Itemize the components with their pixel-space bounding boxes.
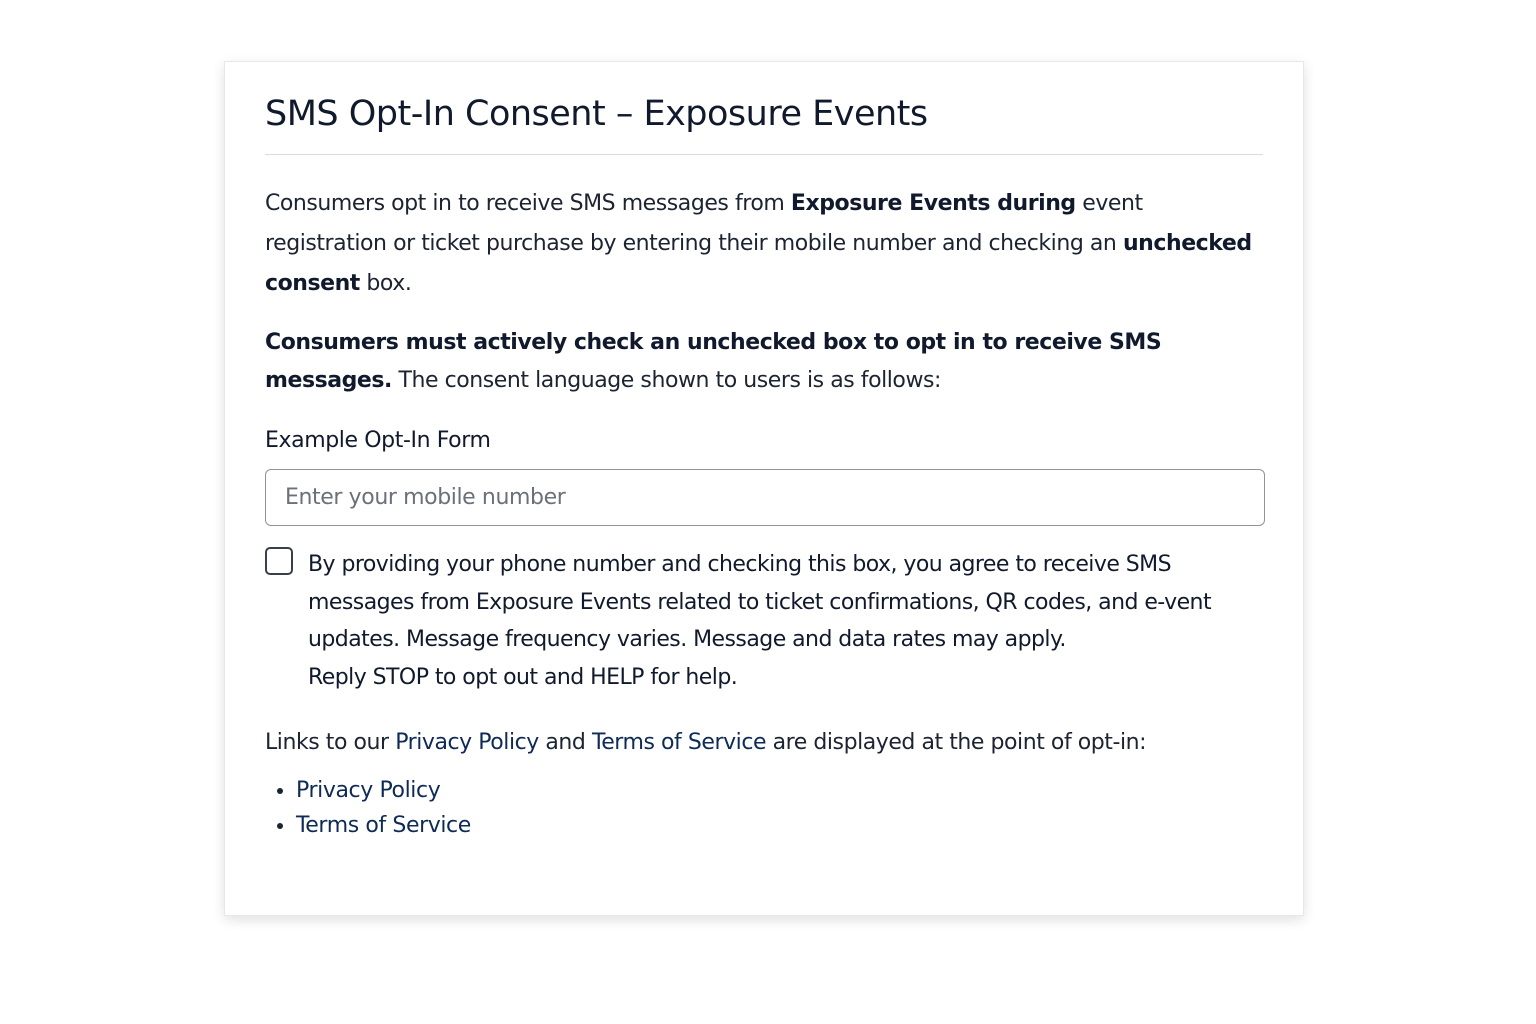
links-note-text-2: and — [538, 730, 592, 755]
page-title: SMS Opt-In Consent – Exposure Events — [265, 94, 928, 134]
consent-text-reply: Reply STOP to opt out and HELP for help. — [308, 664, 738, 690]
consent-text — [308, 546, 1238, 696]
intro-paragraph — [265, 184, 1263, 304]
privacy-policy-link-inline[interactable]: Privacy Policy — [395, 730, 539, 755]
links-note — [265, 723, 1263, 763]
intro-bold-2: unchecked consent — [265, 231, 1252, 296]
consent-row — [265, 546, 1263, 696]
requirement-paragraph — [265, 324, 1263, 400]
intro-text-1: Consumers opt in to receive SMS messages from — [265, 191, 791, 216]
list-item — [296, 808, 1263, 843]
intro-text-3: box. — [359, 271, 412, 296]
links-note-text-1: Links to our — [265, 730, 396, 755]
terms-of-service-link-inline[interactable]: Terms of Service — [591, 730, 767, 755]
privacy-policy-link[interactable]: Privacy Policy — [296, 778, 441, 803]
title-divider — [265, 154, 1263, 155]
intro-text-2: event registration or ticket purchase by entering their mobile number and checking an — [265, 191, 1143, 256]
requirement-text: The consent language shown to users is as follows: — [391, 368, 941, 393]
mobile-number-input[interactable] — [265, 469, 1265, 526]
consent-card — [224, 61, 1304, 916]
consent-text-main: By providing your phone number and checking this box, you agree to receive SMS messages from Exposure Events related to ticket confirmations, QR codes, and e-vent updates. Message frequency varies. Message and data rates may apply. — [308, 552, 1212, 652]
terms-of-service-link[interactable]: Terms of Service — [296, 813, 471, 838]
intro-bold-1: Exposure Events during — [790, 191, 1076, 216]
requirement-bold: Consumers must actively check an unchecked box to opt in to receive SMS messages. — [265, 330, 1162, 393]
example-form-title: Example Opt-In Form — [265, 428, 491, 453]
links-note-text-3: are displayed at the point of opt-in: — [766, 730, 1147, 755]
list-item — [296, 773, 1263, 808]
links-list — [265, 773, 1263, 843]
consent-checkbox[interactable] — [265, 547, 293, 575]
